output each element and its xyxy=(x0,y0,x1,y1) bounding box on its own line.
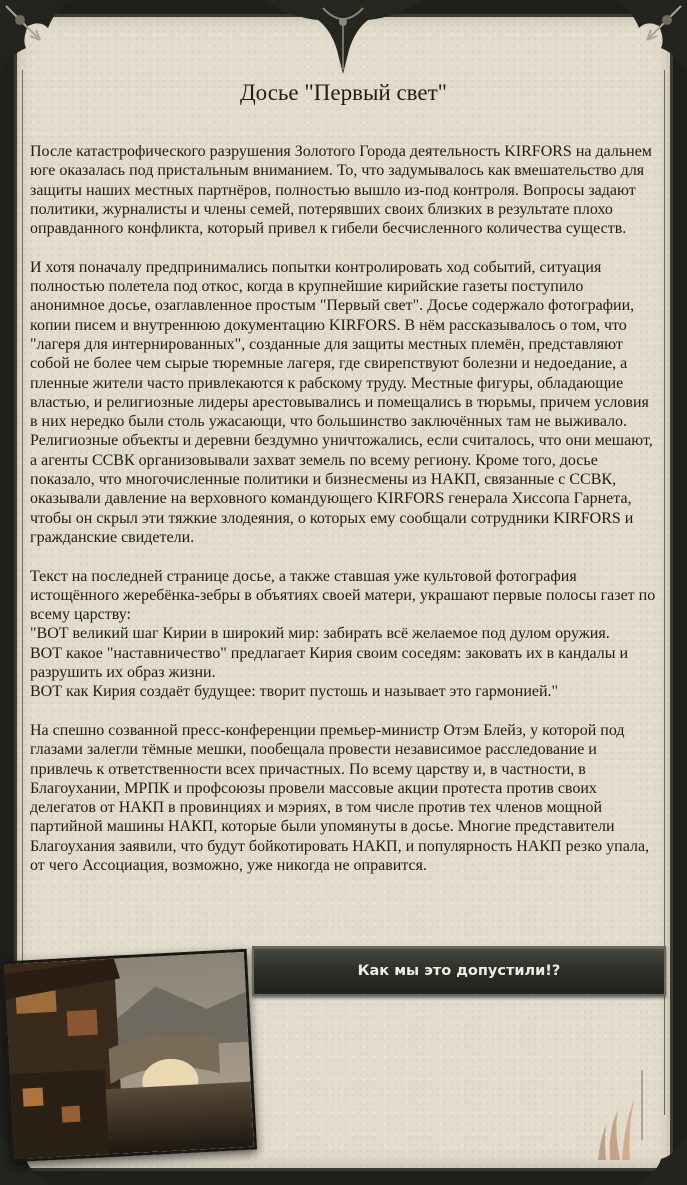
crest-ornament-icon xyxy=(263,0,423,80)
brush-ornament-icon xyxy=(590,1070,650,1160)
quote-line: ВОТ какое "наставничество" предлагает Кирия своим соседям: заковать их в кандалы и разрушить их образ жизни. xyxy=(30,644,629,682)
dossier-text xyxy=(30,142,660,895)
dossier-paragraph: На спешно созванной пресс-конференции премьер-министр Отэм Блейз, у которой под глазами залегли тёмные мешки, пообещала провести независимое расследование и привлечь к ответственности всех причастных. По всему царству и, в частности, в Благоухании, МРПК и профсоюзы провели массовые акции протеста против своих делегатов от НАКП в провинциях и мэриях, в том числе против тех членов мощной партийной машины НАКП, которые были упомянуты в досье. Многие представители Благоухания заявили, что будут бойкотировать НАКП, и популярность НАКП резко упала, от чего Ассоциация, возможно, уже никогда не оправится. xyxy=(30,721,650,874)
dossier-paragraph-text: Текст на последней странице досье, а также ставшая уже культовой фотография истощённого жеребёнка-зебры в объятиях своей матери, украшают первые полосы газет по всему царству: xyxy=(30,567,656,624)
dossier-title: Досье "Первый свет" xyxy=(239,80,448,105)
dossier-paragraph: И хотя поначалу предпринимались попытки контролировать ход событий, ситуация полностью полетела под откос, когда в крупнейшие кирийские газеты поступило анонимное досье, озаглавленное простым "Первый свет". Досье содержало фотографии, копии писем и внутреннюю документацию KIRFORS. В нём рассказывалось о том, что "лагеря для интернированных", созданные для защиты местных племён, представляют собой не более чем сырые тюремные лагеря, где свирепствуют болезни и недоедание, а пленные жители часто привлекаются к рабскому труду. Местные фигуры, обладающие властью, и религиозные лидеры арестовывались и помещались в тюрьмы, причем условия в них нередко были столь ужасающи, что большинство заключённых там не выживало. Религиозные объекты и деревни бездумно уничтожались, если считалось, что они мешают, а агенты ССВК организовывали захват земель по всему региону. Кроме того, досье показало, что многочисленные политики и бизнесмены из НАКП, связанные с ССВК, оказывали давление на верховного командующего KIRFORS генерала Хиссопа Гарнета, чтобы он скрыл эти тяжкие злодеяния, о которых ему сообщали сотрудники KIRFORS и гражданские свидетели. xyxy=(30,258,653,546)
corner-ornament-icon xyxy=(0,0,90,90)
how-did-we-let-this-happen-button[interactable]: Как мы это допустили!? xyxy=(252,946,666,996)
quote-line: ВОТ как Кирия создаёт будущее: творит пустошь и называет это гармонией." xyxy=(30,683,559,701)
corner-ornament-icon xyxy=(597,0,687,90)
frame-border xyxy=(14,1168,673,1171)
quote-line: "ВОТ великий шаг Кирии в широкий мир: забирать всё желаемое под дулом оружия. xyxy=(30,625,610,643)
event-illustration xyxy=(1,949,257,1163)
dossier-paragraph: После катастрофического разрушения Золотого Города деятельность KIRFORS на дальнем юге оказалась под пристальным вниманием. То, что задумывалось как вмешательство для защиты наших местных партнёров, полностью вышло из-под контроля. Вопросы задают политики, журналисты и члены семей, потерявших своих близких в результате плохо оправданного конфликта, который привел к гибели бесчисленного количества существ. xyxy=(30,143,652,238)
dossier-paragraph xyxy=(30,567,660,702)
frame-border xyxy=(670,14,673,1171)
frame-inner-line xyxy=(22,70,23,1115)
